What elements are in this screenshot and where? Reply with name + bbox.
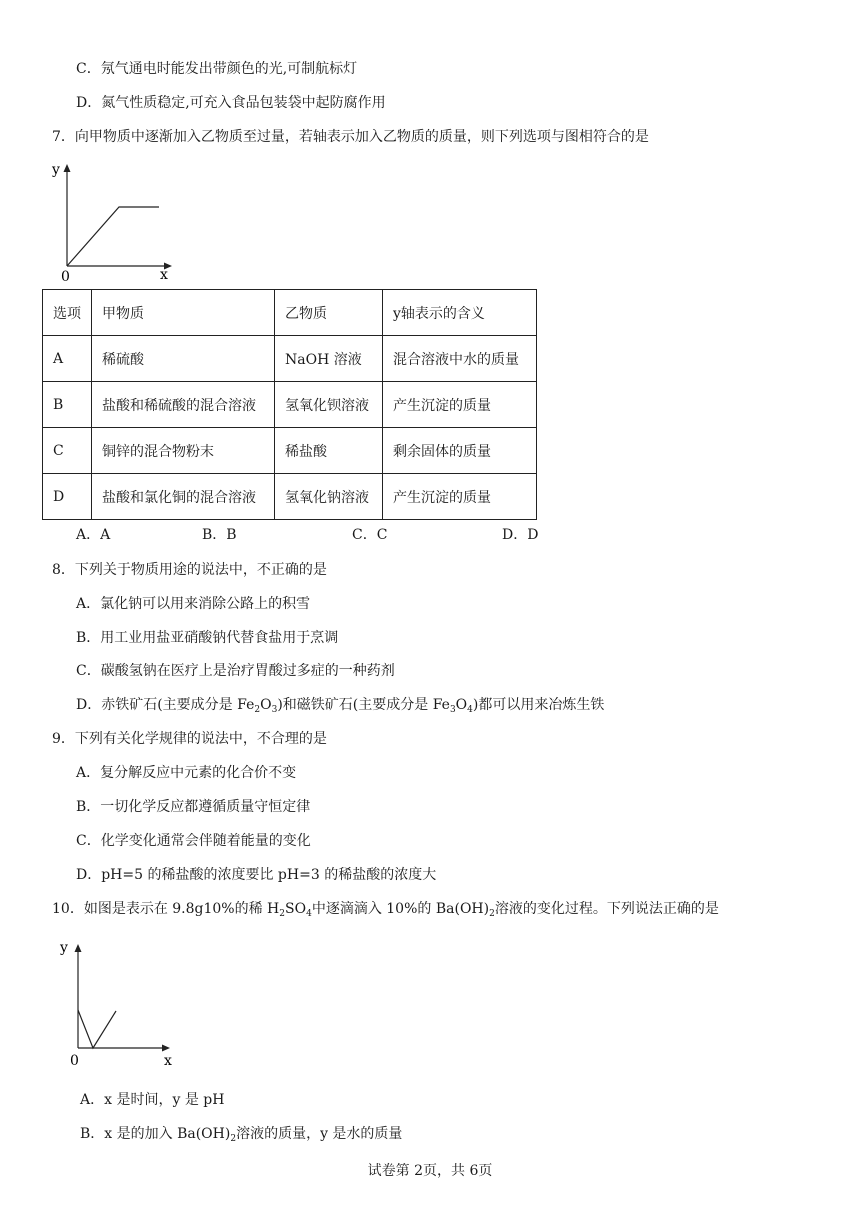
q7-graph-y-label: y — [52, 162, 60, 178]
q9-option-c: C．化学变化通常会伴随着能量的变化 — [76, 833, 311, 849]
table-cell: NaOH 溶液 — [275, 336, 383, 382]
q9-stem: 9．下列有关化学规律的说法中，不合理的是 — [52, 731, 327, 747]
q9-option-d: D．pH=5 的稀盐酸的浓度要比 pH=3 的稀盐酸的浓度大 — [76, 867, 437, 883]
table-cell: A — [43, 336, 92, 382]
table-cell: 铜锌的混合物粉末 — [92, 428, 275, 474]
q8-option-a: A．氯化钠可以用来消除公路上的积雪 — [76, 596, 311, 612]
table-header-cell: 选项 — [43, 290, 92, 336]
table-header-cell: 甲物质 — [92, 290, 275, 336]
table-cell: 产生沉淀的质量 — [383, 474, 537, 520]
q7-graph-curve — [67, 207, 159, 266]
table-cell: 剩余固体的质量 — [383, 428, 537, 474]
page-footer: 试卷第 2页，共 6页 — [367, 1163, 493, 1179]
table-cell: 盐酸和稀硫酸的混合溶液 — [92, 382, 275, 428]
q10-graph-x-arrow — [162, 1045, 170, 1052]
q10-stem: 10．如图是表示在 9.8g10%的稀 $H_2SO_4$中逐滴滴入 10%的 $Ba(OH)_2$溶液的变化过程。下列说法正确的是 — [52, 901, 719, 919]
table-cell: D — [43, 474, 92, 520]
q8-stem: 8．下列关于物质用途的说法中，不正确的是 — [52, 562, 327, 578]
table-cell: B — [43, 382, 92, 428]
table-row — [43, 428, 537, 474]
q7-answer-c: C．C — [352, 527, 388, 543]
q7-graph — [48, 158, 178, 282]
q10-graph-y-arrow — [75, 944, 82, 952]
table-cell: 产生沉淀的质量 — [383, 382, 537, 428]
q7-stem: 7．向甲物质中逐渐加入乙物质至过量，若轴表示加入乙物质的质量，则下列选项与图相符合的是 — [52, 129, 649, 145]
table-cell: 盐酸和氯化铜的混合溶液 — [92, 474, 275, 520]
table-header-cell: y轴表示的含义 — [383, 290, 537, 336]
q10-option-b: B．x 是的加入 $Ba(OH)_2$溶液的质量，y 是水的质量 — [80, 1126, 403, 1144]
table-cell: 氢氧化钠溶液 — [275, 474, 383, 520]
q7-graph-y-arrow — [64, 164, 71, 172]
table-row — [43, 382, 537, 428]
table-header-cell: 乙物质 — [275, 290, 383, 336]
q7-answer-b: B．B — [202, 527, 237, 543]
table-cell: 稀盐酸 — [275, 428, 383, 474]
q7-answer-d: D．D — [502, 527, 539, 543]
q7-graph-x-label: x — [160, 267, 168, 282]
table-cell: 混合溶液中水的质量 — [383, 336, 537, 382]
q10-graph-x-label: x — [164, 1053, 172, 1068]
q8-option-d: D．赤铁矿石(主要成分是 $Fe_2O_3$)和磁铁矿石(主要成分是 $Fe_3O_4$)都可以用来冶炼生铁 — [76, 697, 605, 715]
q7-table — [42, 289, 537, 520]
table-row — [43, 336, 537, 382]
q10-graph-curve — [78, 1010, 116, 1048]
q7-answer-a: A．A — [76, 527, 111, 543]
table-header-row — [43, 290, 537, 336]
q9-option-a: A．复分解反应中元素的化合价不变 — [76, 765, 297, 781]
q6-option-c: C．氖气通电时能发出带颜色的光,可制航标灯 — [76, 61, 358, 77]
table-cell: C — [43, 428, 92, 474]
q6-option-d: D．氮气性质稳定,可充入食品包装袋中起防腐作用 — [76, 95, 386, 111]
q8-option-c: C．碳酸氢钠在医疗上是治疗胃酸过多症的一种药剂 — [76, 663, 395, 679]
q10-option-a: A．x 是时间，y 是 pH — [80, 1092, 225, 1108]
q8-option-b: B．用工业用盐亚硝酸钠代替食盐用于烹调 — [76, 630, 339, 646]
table-cell: 稀硫酸 — [92, 336, 275, 382]
table-cell: 氢氧化钡溶液 — [275, 382, 383, 428]
q10-graph-origin: 0 — [70, 1053, 79, 1068]
q10-graph — [56, 934, 182, 1068]
table-row — [43, 474, 537, 520]
q10-graph-y-label: y — [60, 940, 68, 956]
q9-option-b: B．一切化学反应都遵循质量守恒定律 — [76, 799, 311, 815]
q7-graph-origin: 0 — [61, 269, 70, 282]
